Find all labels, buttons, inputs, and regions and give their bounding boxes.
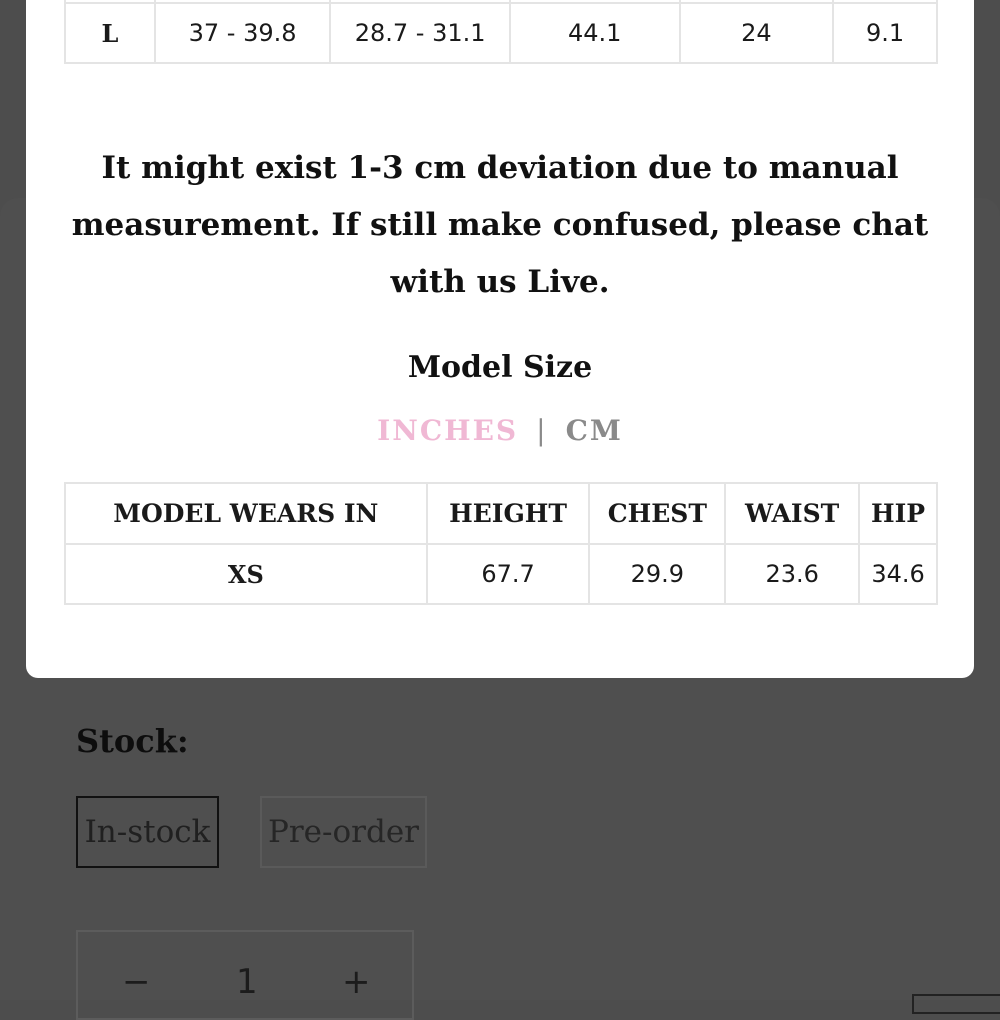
column-header: HEIGHT <box>427 483 590 544</box>
column-header: WAIST <box>725 483 859 544</box>
model-size-cell: XS <box>65 544 427 604</box>
table-row <box>65 3 937 63</box>
size-guide-modal <box>26 0 974 678</box>
size-chart-table <box>64 0 938 64</box>
column-header: MODEL WEARS IN <box>65 483 427 544</box>
table-row <box>65 544 937 604</box>
quantity-stepper <box>76 930 414 1020</box>
table-cell: 29.9 <box>589 544 725 604</box>
table-header-row <box>65 483 937 544</box>
column-header: HIP <box>859 483 937 544</box>
table-cell: 9.1 <box>833 3 937 63</box>
decrease-quantity-button[interactable]: − <box>122 962 151 1002</box>
unit-inches-tab[interactable]: INCHES <box>377 414 519 447</box>
table-cell: 28.7 - 31.1 <box>330 3 510 63</box>
measurement-notice <box>26 140 974 311</box>
table-cell: 23.6 <box>725 544 859 604</box>
increase-quantity-button[interactable]: + <box>342 962 371 1002</box>
notice-line: with us Live. <box>390 264 610 300</box>
table-cell: 34.6 <box>859 544 937 604</box>
table-cell: 37 - 39.8 <box>155 3 331 63</box>
table-cell: 44.1 <box>510 3 680 63</box>
table-cell: 67.7 <box>427 544 590 604</box>
table-cell: 24 <box>680 3 834 63</box>
quantity-value[interactable]: 1 <box>236 962 258 1002</box>
unit-separator: | <box>536 414 548 447</box>
model-size-title: Model Size <box>407 350 593 385</box>
size-cell: L <box>65 3 155 63</box>
column-header: CHEST <box>589 483 725 544</box>
model-size-table <box>64 482 938 605</box>
notice-line: It might exist 1-3 cm deviation due to manual <box>101 150 899 186</box>
stock-label: Stock: <box>76 722 189 760</box>
add-to-cart-button[interactable] <box>912 994 1000 1014</box>
unit-cm-tab[interactable]: CM <box>565 414 623 447</box>
instock-option-button[interactable]: In-stock <box>76 796 219 868</box>
preorder-option-button[interactable]: Pre-order <box>260 796 427 868</box>
unit-toggle <box>26 414 974 447</box>
notice-line: measurement. If still make confused, please chat <box>71 207 929 243</box>
